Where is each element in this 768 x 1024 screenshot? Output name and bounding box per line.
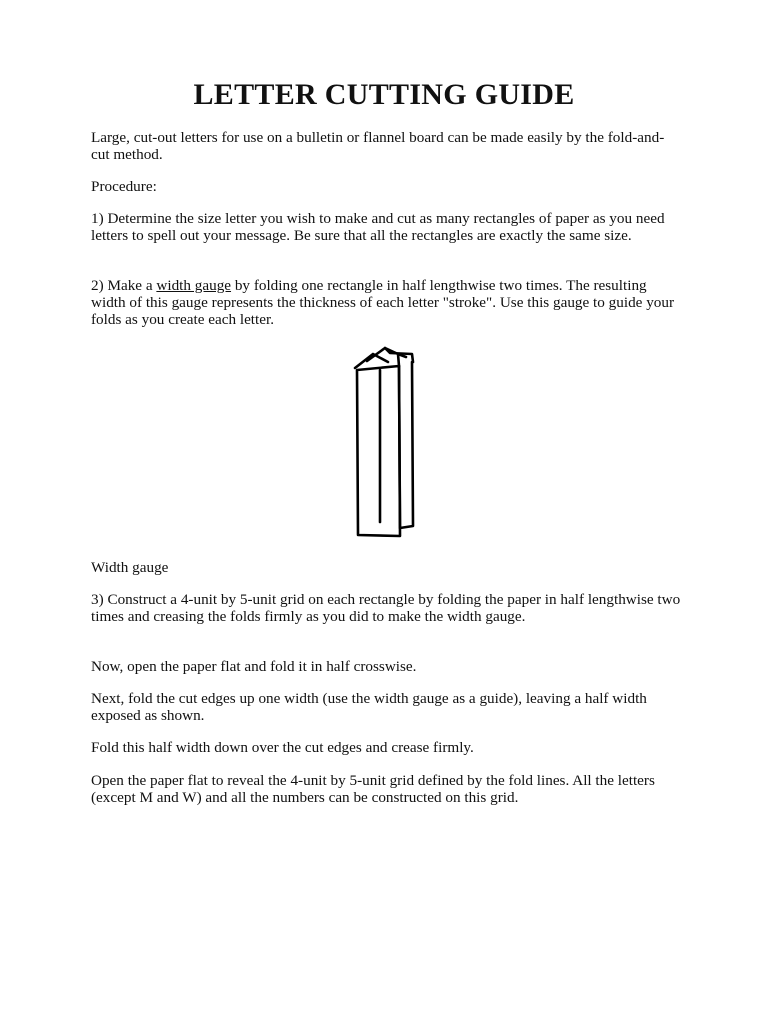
folded-paper-width-gauge-icon [340,340,430,545]
step-4-paragraph: Now, open the paper flat and fold it in half crosswise. [91,658,417,675]
step-1-paragraph: 1) Determine the size letter you wish to make and cut as many rectangles of paper as you need letters to spell out your message. Be sure that all the rectangles are exactly the same size. [91,210,665,244]
step-2-paragraph [91,277,681,328]
figure-caption: Width gauge [91,559,169,576]
step-3-paragraph: 3) Construct a 4-unit by 5-unit grid on each rectangle by folding the paper in half lengthwise two times and creasing the folds firmly as you did to make the width gauge. [91,591,681,625]
step-5-paragraph: Next, fold the cut edges up one width (use the width gauge as a guide), leaving a half width exposed as shown. [91,690,647,724]
procedure-heading: Procedure: [91,178,157,195]
width-gauge-term: width gauge [156,277,232,294]
step-2-suffix: by folding one rectangle in half lengthwise two times. The resulting width of this gauge represents the thickness of each letter "stroke". Use this gauge to guide your folds as you create each letter. [91,277,675,328]
intro-paragraph: Large, cut-out letters for use on a bulletin or flannel board can be made easily by the fold-and-cut method. [91,129,665,163]
step-7-paragraph: Open the paper flat to reveal the 4-unit by 5-unit grid defined by the fold lines. All the letters (except M and W) and all the numbers can be constructed on this grid. [91,772,655,806]
document-title: LETTER CUTTING GUIDE [193,78,575,111]
step-2-prefix: 2) Make a [91,277,157,294]
step-6-paragraph: Fold this half width down over the cut edges and crease firmly. [91,739,474,756]
